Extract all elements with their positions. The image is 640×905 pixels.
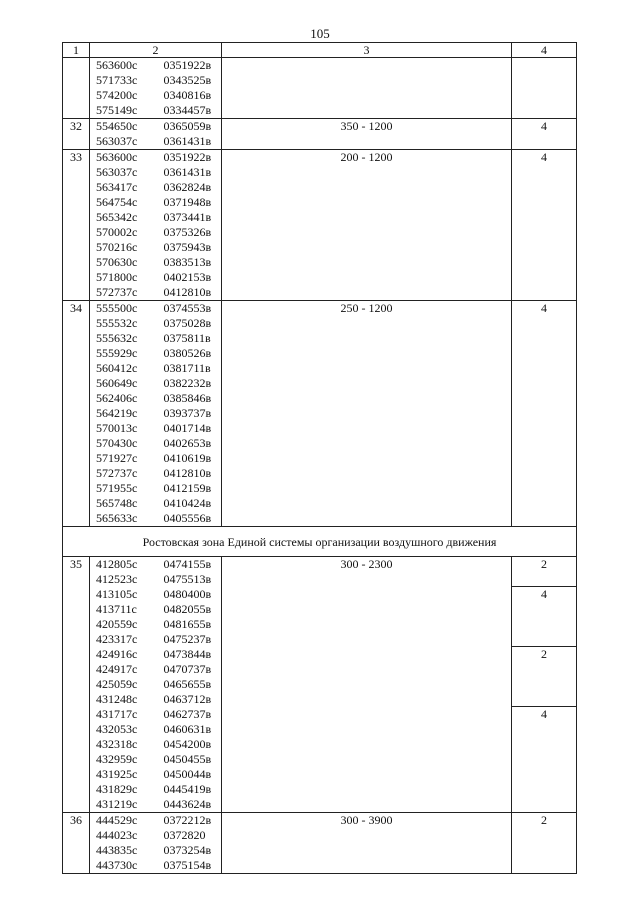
coordinate-pair xyxy=(90,134,221,149)
longitude: 0410619в xyxy=(163,451,212,465)
longitude: 0380526в xyxy=(163,346,212,360)
latitude: 424917с xyxy=(96,662,138,676)
longitude: 0482055в xyxy=(163,602,212,616)
longitude: 0475237в xyxy=(163,632,212,646)
coordinate-pair xyxy=(90,587,221,602)
longitude: 0450044в xyxy=(163,767,212,781)
latitude: 564219с xyxy=(96,406,138,420)
longitude: 0412810в xyxy=(163,466,212,480)
longitude: 0474155в xyxy=(163,557,212,571)
airspace-class: 2 xyxy=(512,557,576,587)
coordinate-pair xyxy=(90,406,221,421)
longitude: 0334457в xyxy=(163,103,212,117)
longitude: 0361431в xyxy=(163,165,212,179)
latitude: 431925с xyxy=(96,767,138,781)
coordinate-pair xyxy=(90,677,221,692)
latitude: 570430с xyxy=(96,436,138,450)
longitude: 0480400в xyxy=(163,587,212,601)
coordinate-pair xyxy=(90,165,221,180)
latitude: 572737с xyxy=(96,466,138,480)
coordinate-pair xyxy=(90,617,221,632)
latitude: 570216с xyxy=(96,240,138,254)
latitude: 570630с xyxy=(96,255,138,269)
longitude: 0445419в xyxy=(163,782,212,796)
latitude: 564754с xyxy=(96,195,138,209)
coordinate-pair xyxy=(90,210,221,225)
latitude: 432053с xyxy=(96,722,138,736)
altitude-range: 200 - 1200 xyxy=(222,150,512,301)
longitude: 0385846в xyxy=(163,391,212,405)
table-row xyxy=(63,557,577,813)
coordinate-pair xyxy=(90,301,221,316)
longitude: 0402653в xyxy=(163,436,212,450)
latitude: 432959с xyxy=(96,752,138,766)
altitude-range xyxy=(222,58,512,119)
latitude: 563037с xyxy=(96,165,138,179)
latitude: 574200с xyxy=(96,88,138,102)
longitude: 0383513в xyxy=(163,255,212,269)
coordinate-pair xyxy=(90,813,221,828)
longitude: 0375326в xyxy=(163,225,212,239)
latitude: 565633с xyxy=(96,511,138,525)
latitude: 555500с xyxy=(96,301,138,315)
coordinate-pair xyxy=(90,58,221,73)
longitude: 0460631в xyxy=(163,722,212,736)
latitude: 571955с xyxy=(96,481,138,495)
coordinates-cell xyxy=(90,150,222,301)
latitude: 563417с xyxy=(96,180,138,194)
longitude: 0470737в xyxy=(163,662,212,676)
longitude: 0373441в xyxy=(163,210,212,224)
page-number: 105 xyxy=(310,26,330,41)
coordinate-pair xyxy=(90,225,221,240)
coordinate-pair xyxy=(90,662,221,677)
latitude: 423317с xyxy=(96,632,138,646)
longitude: 0454200в xyxy=(163,737,212,751)
longitude: 0371948в xyxy=(163,195,212,209)
longitude: 0412159в xyxy=(163,481,212,495)
latitude: 412805с xyxy=(96,557,138,571)
coordinate-pair xyxy=(90,466,221,481)
coordinate-pair xyxy=(90,270,221,285)
coordinate-pair xyxy=(90,828,221,843)
coordinate-pair xyxy=(90,150,221,165)
row-number: 34 xyxy=(63,301,90,527)
longitude: 0465655в xyxy=(163,677,212,691)
coordinate-pair xyxy=(90,572,221,587)
coordinate-pair xyxy=(90,451,221,466)
coordinate-pair xyxy=(90,376,221,391)
latitude: 413711с xyxy=(96,602,137,616)
coordinate-pair xyxy=(90,481,221,496)
latitude: 562406с xyxy=(96,391,138,405)
coordinate-pair xyxy=(90,737,221,752)
latitude: 431248с xyxy=(96,692,138,706)
row-number: 35 xyxy=(63,557,90,813)
longitude: 0375154в xyxy=(163,858,212,872)
coordinate-pair xyxy=(90,391,221,406)
latitude: 431717с xyxy=(96,707,138,721)
airspace-class: 4 xyxy=(512,587,576,647)
row-number: 33 xyxy=(63,150,90,301)
table-row xyxy=(63,58,577,119)
longitude: 0351922в xyxy=(163,58,212,72)
longitude: 0463712в xyxy=(163,692,212,706)
coordinate-pair xyxy=(90,421,221,436)
longitude: 0481655в xyxy=(163,617,212,631)
latitude: 413105с xyxy=(96,587,138,601)
coordinate-pair xyxy=(90,557,221,572)
latitude: 431829с xyxy=(96,782,138,796)
coordinates-cell xyxy=(90,813,222,874)
latitude: 565748с xyxy=(96,496,138,510)
latitude: 565342с xyxy=(96,210,138,224)
coordinate-pair xyxy=(90,240,221,255)
coordinate-pair xyxy=(90,632,221,647)
coordinate-pair xyxy=(90,722,221,737)
coordinate-pair xyxy=(90,436,221,451)
coordinate-pair xyxy=(90,119,221,134)
longitude: 0375811в xyxy=(163,331,211,345)
longitude: 0372820 xyxy=(163,828,206,842)
coordinates-cell xyxy=(90,119,222,150)
coordinate-pair xyxy=(90,647,221,662)
longitude: 0361431в xyxy=(163,134,212,148)
zone-heading: Ростовская зона Единой системы организации воздушного движения xyxy=(63,527,577,557)
coordinate-pair xyxy=(90,707,221,722)
longitude: 0351922в xyxy=(163,150,212,164)
coordinate-pair xyxy=(90,195,221,210)
latitude: 444023с xyxy=(96,828,138,842)
latitude: 572737с xyxy=(96,285,138,299)
longitude: 0443624в xyxy=(163,797,212,811)
longitude: 0340816в xyxy=(163,88,212,102)
latitude: 563600с xyxy=(96,150,138,164)
airspace-class: 2 xyxy=(512,647,576,707)
altitude-range: 300 - 3900 xyxy=(222,813,512,874)
table-row xyxy=(63,150,577,301)
airspace-class-cell: 4 xyxy=(512,150,577,301)
longitude: 0372212в xyxy=(163,813,212,827)
row-number: 32 xyxy=(63,119,90,150)
zone-heading-row xyxy=(63,527,577,557)
coordinate-pair xyxy=(90,858,221,873)
latitude: 555532с xyxy=(96,316,138,330)
latitude: 412523с xyxy=(96,572,138,586)
latitude: 560649с xyxy=(96,376,138,390)
table-row xyxy=(63,119,577,150)
table-header-row xyxy=(63,43,577,58)
coordinate-pair xyxy=(90,782,221,797)
coordinate-pair xyxy=(90,88,221,103)
latitude: 443835с xyxy=(96,843,138,857)
coordinates-cell xyxy=(90,301,222,527)
coordinate-pair xyxy=(90,316,221,331)
longitude: 0381711в xyxy=(163,361,211,375)
altitude-range: 350 - 1200 xyxy=(222,119,512,150)
latitude: 571733с xyxy=(96,73,138,87)
latitude: 560412с xyxy=(96,361,138,375)
airspace-class-cell xyxy=(512,58,577,119)
longitude: 0475513в xyxy=(163,572,212,586)
coordinate-pair xyxy=(90,496,221,511)
airspace-class-cell xyxy=(512,557,577,813)
latitude: 571800с xyxy=(96,270,138,284)
latitude: 443730с xyxy=(96,858,138,872)
longitude: 0450455в xyxy=(163,752,212,766)
header-col-1: 1 xyxy=(63,43,90,58)
row-number xyxy=(63,58,90,119)
coordinate-pair xyxy=(90,346,221,361)
airspace-class-cell: 2 xyxy=(512,813,577,874)
airspace-class: 4 xyxy=(541,707,547,721)
longitude: 0410424в xyxy=(163,496,212,510)
latitude: 563600с xyxy=(96,58,138,72)
table-row xyxy=(63,813,577,874)
coordinate-pair xyxy=(90,285,221,300)
airspace-class-cell: 4 xyxy=(512,119,577,150)
longitude: 0412810в xyxy=(163,285,212,299)
header-col-3: 3 xyxy=(222,43,512,58)
altitude-range: 250 - 1200 xyxy=(222,301,512,527)
longitude: 0462737в xyxy=(163,707,212,721)
longitude: 0343525в xyxy=(163,73,212,87)
longitude: 0373254в xyxy=(163,843,212,857)
row-number: 36 xyxy=(63,813,90,874)
latitude: 432318с xyxy=(96,737,138,751)
coordinate-pair xyxy=(90,73,221,88)
coordinates-cell xyxy=(90,58,222,119)
latitude: 575149с xyxy=(96,103,138,117)
coordinate-pair xyxy=(90,767,221,782)
altitude-range: 300 - 2300 xyxy=(222,557,512,813)
latitude: 555632с xyxy=(96,331,138,345)
longitude: 0393737в xyxy=(163,406,212,420)
header-col-2: 2 xyxy=(90,43,222,58)
coordinate-pair xyxy=(90,331,221,346)
latitude: 570002с xyxy=(96,225,138,239)
longitude: 0375943в xyxy=(163,240,212,254)
latitude: 431219с xyxy=(96,797,138,811)
airspace-table xyxy=(62,42,577,874)
longitude: 0473844в xyxy=(163,647,212,661)
longitude: 0375028в xyxy=(163,316,212,330)
longitude: 0374553в xyxy=(163,301,212,315)
latitude: 555929с xyxy=(96,346,138,360)
latitude: 420559с xyxy=(96,617,138,631)
coordinate-pair xyxy=(90,511,221,526)
latitude: 563037с xyxy=(96,134,138,148)
longitude: 0401714в xyxy=(163,421,212,435)
latitude: 424916с xyxy=(96,647,138,661)
latitude: 571927с xyxy=(96,451,138,465)
coordinate-pair xyxy=(90,752,221,767)
latitude: 554650с xyxy=(96,119,138,133)
coordinate-pair xyxy=(90,843,221,858)
latitude: 444529с xyxy=(96,813,138,827)
coordinate-pair xyxy=(90,602,221,617)
coordinate-pair xyxy=(90,692,221,707)
coordinate-pair xyxy=(90,103,221,118)
header-col-4: 4 xyxy=(512,43,577,58)
latitude: 425059с xyxy=(96,677,138,691)
longitude: 0365059в xyxy=(163,119,212,133)
coordinates-cell xyxy=(90,557,222,813)
table-row xyxy=(63,301,577,527)
longitude: 0405556в xyxy=(163,511,212,525)
coordinate-pair xyxy=(90,361,221,376)
longitude: 0382232в xyxy=(163,376,212,390)
coordinate-pair xyxy=(90,255,221,270)
latitude: 570013с xyxy=(96,421,138,435)
longitude: 0402153в xyxy=(163,270,212,284)
airspace-class-cell: 4 xyxy=(512,301,577,527)
coordinate-pair xyxy=(90,797,221,812)
coordinate-pair xyxy=(90,180,221,195)
longitude: 0362824в xyxy=(163,180,212,194)
